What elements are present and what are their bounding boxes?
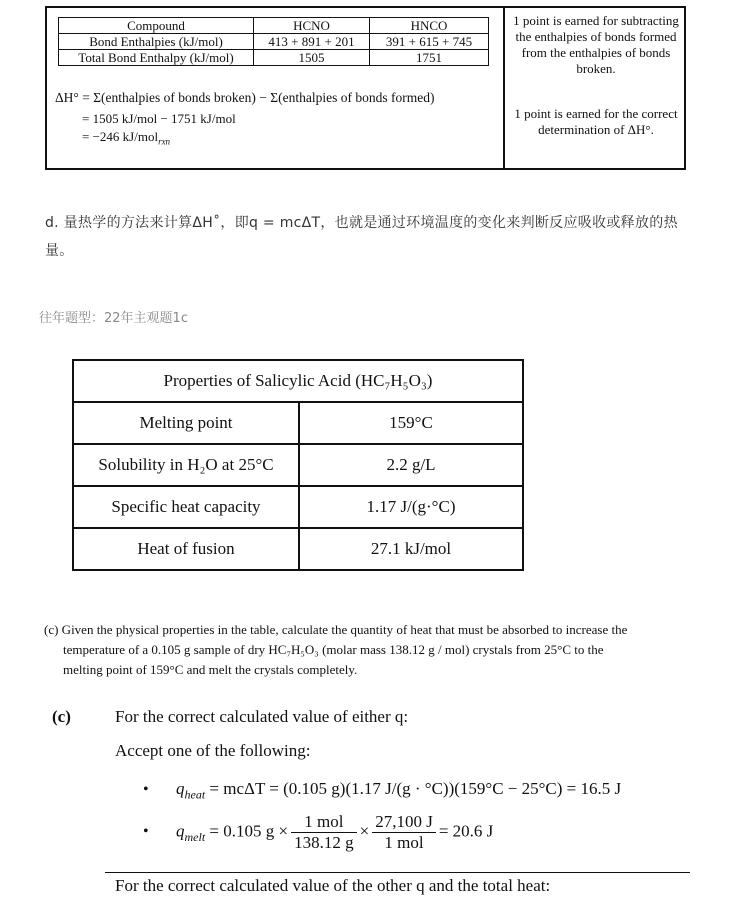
note-d-paragraph: d. 量热学的方法来计算ΔH˚，即q = mcΔT，也就是通过环境温度的变化来判断反应吸收或释放的热量。	[45, 215, 678, 259]
answer-instruction	[115, 707, 408, 727]
delta-h-equation: ΔH° = Σ(enthalpies of bonds broken) − Σ(enthalpies of bonds formed)	[55, 90, 435, 105]
fraction-numerator: 27,100 J	[372, 812, 436, 833]
properties-table-title: Properties of Salicylic Acid (HC₇H₅O₃)	[73, 360, 523, 402]
bullet: •	[143, 823, 149, 840]
property-label: Solubility in H₂O at 25°C	[73, 444, 299, 486]
table-cell: Bond Enthalpies (kJ/mol)	[59, 34, 254, 50]
property-value: 1.17 J/(g·°C)	[299, 486, 523, 528]
table-row	[73, 528, 523, 570]
delta-h-result-subscript: rxn	[158, 136, 171, 147]
property-value: 159°C	[299, 402, 523, 444]
table-row	[73, 360, 523, 402]
delta-h-result	[82, 129, 170, 147]
table-cell: HNCO	[370, 18, 489, 34]
times-sign: ×	[359, 821, 370, 841]
table-cell: 1505	[254, 50, 370, 66]
question-line: temperature of a 0.105 g sample of dry HC₇H₅O₃ (molar mass 138.12 g / mol) crystals from 25°C to the	[63, 642, 604, 657]
delta-h-result-value: = −246 kJ/mol	[82, 129, 159, 144]
table-row	[59, 34, 489, 50]
q-symbol: q	[176, 779, 185, 798]
fraction-denominator: 138.12 g	[294, 833, 354, 852]
bullet: •	[143, 781, 149, 798]
properties-table	[72, 359, 524, 571]
q-heat-equation	[176, 779, 621, 802]
q-subscript: heat	[184, 787, 206, 802]
past-question-label: 往年题型：22年主观题1c	[39, 311, 188, 326]
table-cell: 1751	[370, 50, 489, 66]
rubric-point-1: 1 point is earned for subtracting the enthalpies of bonds formed from the enthalpies of bonds broken.	[513, 13, 679, 76]
table-cell: Total Bond Enthalpy (kJ/mol)	[59, 50, 254, 66]
table-row	[59, 50, 489, 66]
q-symbol: q	[176, 821, 185, 841]
question-line: (c) Given the physical properties in the table, calculate the quantity of heat that must be absorbed to increase the	[44, 622, 628, 637]
q-melt-start: = 0.105 g ×	[205, 821, 289, 841]
answer-label: (c)	[52, 707, 71, 726]
property-value: 2.2 g/L	[299, 444, 523, 486]
table-cell: HCNO	[254, 18, 370, 34]
table-cell: Compound	[59, 18, 254, 34]
table-row	[59, 18, 489, 34]
rubric-point-2: 1 point is earned for the correct determination of ΔH°.	[514, 106, 678, 137]
table-row	[73, 486, 523, 528]
property-value: 27.1 kJ/mol	[299, 528, 523, 570]
table-row	[73, 402, 523, 444]
fraction	[372, 812, 436, 853]
delta-h-step: = 1505 kJ/mol − 1751 kJ/mol	[82, 111, 236, 126]
bond-enthalpy-table	[58, 17, 489, 66]
q-subscript: melt	[184, 829, 206, 844]
fraction-denominator: 1 mol	[384, 833, 424, 852]
q-melt-equation	[176, 812, 493, 853]
table-cell: 391 + 615 + 745	[370, 34, 489, 50]
q-heat-expression: = mcΔT = (0.105 g)(1.17 J/(g · °C))(159°C − 25°C) = 16.5 J	[205, 779, 622, 798]
answer-accept-text: Accept one of the following:	[115, 741, 311, 760]
answer-instruction-2: For the correct calculated value of the other q and the total heat:	[115, 876, 551, 895]
table-row	[73, 444, 523, 486]
q-melt-result: = 20.6 J	[438, 821, 494, 841]
scoring-box-divider	[503, 6, 505, 170]
answer-instruction-text: For the correct calculated value of either q:	[115, 707, 409, 726]
table-cell: 413 + 891 + 201	[254, 34, 370, 50]
fraction-numerator: 1 mol	[291, 812, 357, 833]
divider	[105, 872, 690, 873]
property-label: Heat of fusion	[73, 528, 299, 570]
fraction	[291, 812, 357, 853]
question-c	[44, 620, 694, 680]
property-label: Specific heat capacity	[73, 486, 299, 528]
question-line: melting point of 159°C and melt the crystals completely.	[63, 662, 358, 677]
property-label: Melting point	[73, 402, 299, 444]
